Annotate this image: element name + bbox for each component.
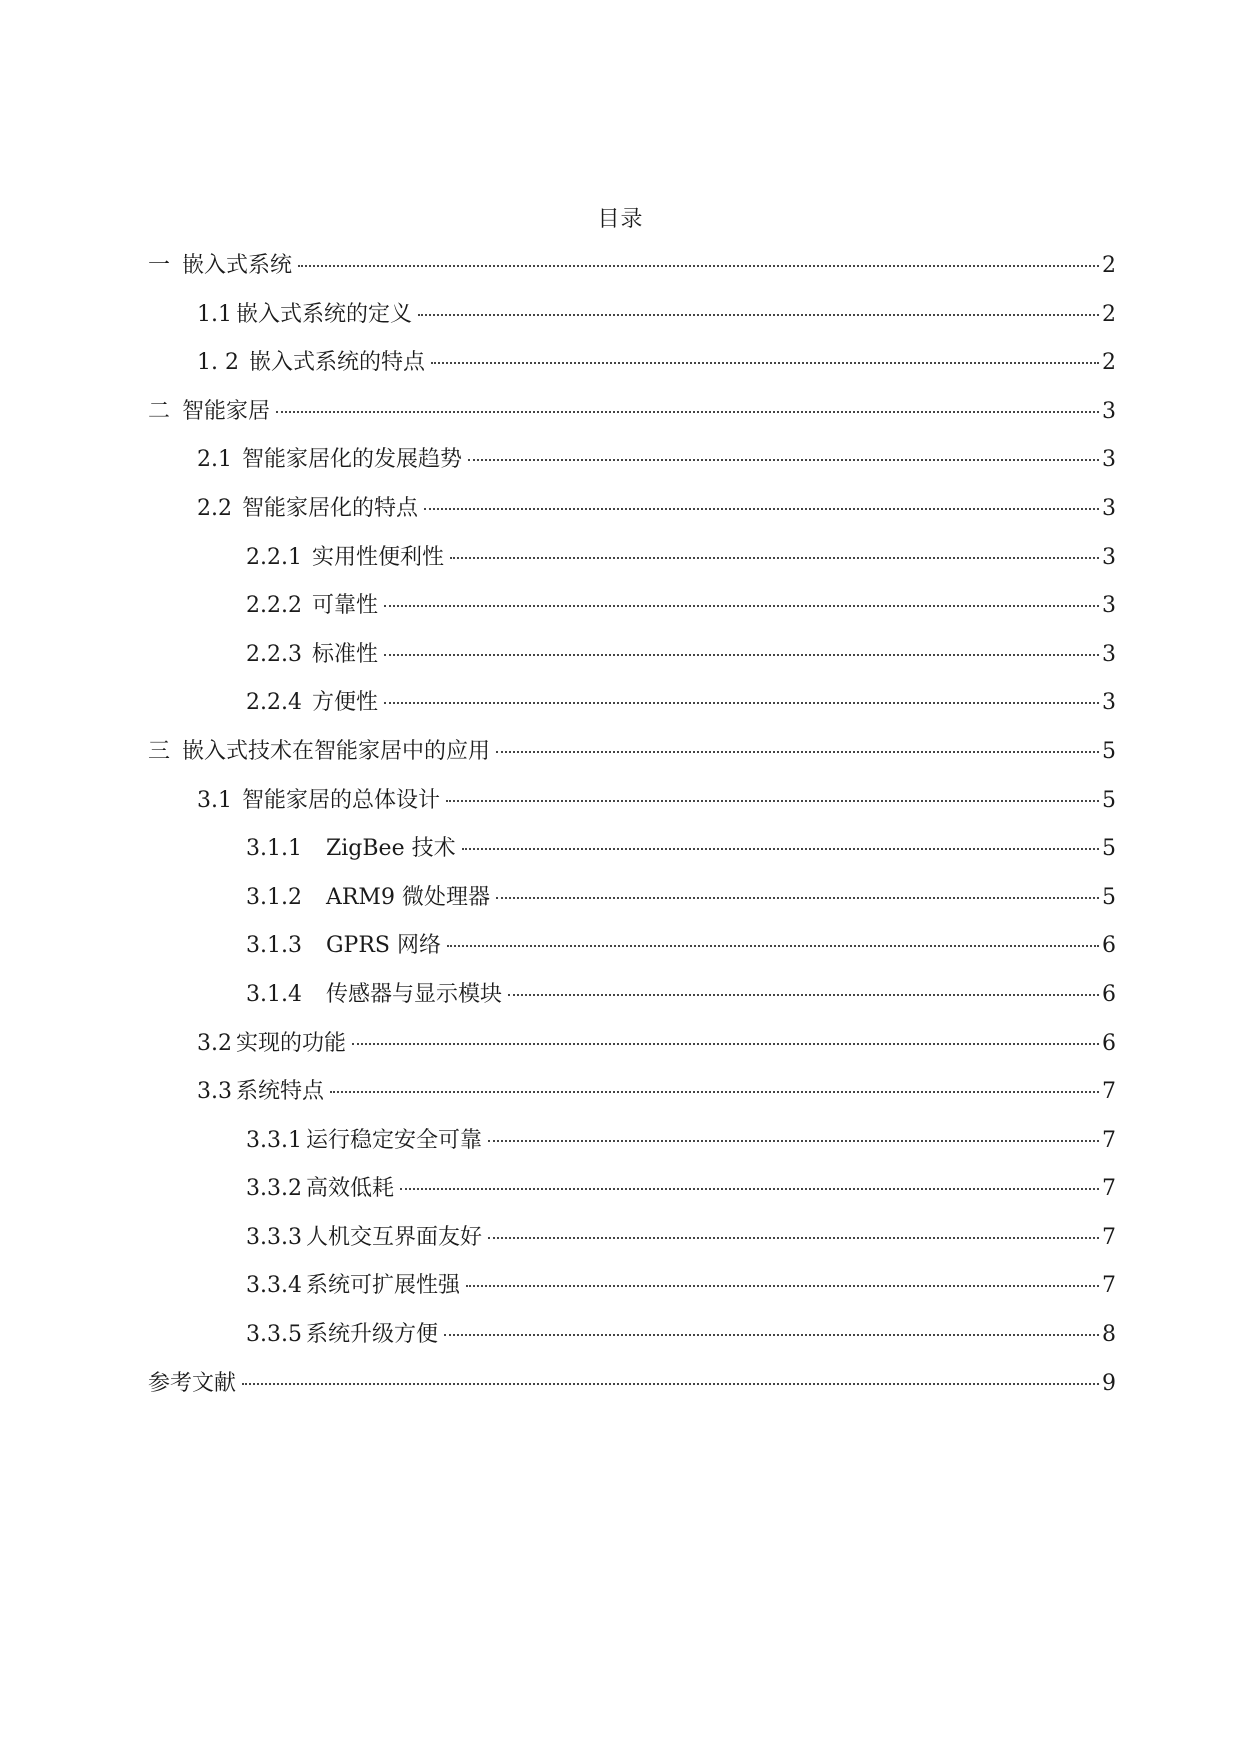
toc-entry[interactable] — [148, 592, 1116, 641]
toc-entry-page-number: 3 — [1102, 544, 1116, 570]
toc-dot-leader — [384, 702, 1099, 704]
toc-entry-page-number: 7 — [1102, 1079, 1116, 1105]
toc-entry-title: 系统升级方便 — [305, 1322, 438, 1348]
toc-entry-title: 智能家居 — [182, 398, 271, 424]
toc-entry-page-number: 5 — [1102, 836, 1116, 862]
toc-entry-title: 传感器与显示模块 — [325, 981, 502, 1007]
toc-entry[interactable] — [148, 495, 1116, 544]
toc-entry-title: 系统可扩展性强 — [305, 1273, 460, 1299]
toc-entry-title: 嵌入式系统 — [182, 253, 293, 278]
toc-dot-leader — [424, 508, 1099, 510]
toc-dot-leader — [450, 557, 1099, 559]
toc-dot-leader — [468, 459, 1099, 461]
toc-entry-number: 3.3.5 — [246, 1322, 302, 1348]
toc-entry-page-number: 2 — [1102, 350, 1116, 376]
toc-entry-page-number: 3 — [1102, 398, 1116, 424]
toc-entry-page-number: 9 — [1102, 1370, 1116, 1396]
toc-entry-title: ARM9 微处理器 — [325, 884, 490, 910]
toc-dot-leader — [400, 1188, 1099, 1190]
toc-entry[interactable] — [148, 738, 1116, 787]
toc-entry-number: 1.1 — [197, 301, 232, 327]
toc-entry-page-number: 3 — [1102, 641, 1116, 667]
toc-entry-page-number: 3 — [1102, 593, 1116, 619]
toc-dot-leader — [298, 265, 1099, 267]
toc-entry-title: 智能家居化的特点 — [242, 495, 419, 521]
toc-dot-leader — [508, 994, 1099, 996]
toc-entry-number: 3.1.1 — [246, 836, 302, 862]
toc-dot-leader — [496, 897, 1099, 899]
toc-entry[interactable] — [148, 301, 1116, 350]
toc-entry-page-number: 3 — [1102, 495, 1116, 521]
toc-entry-page-number: 2 — [1102, 253, 1116, 278]
toc-entry[interactable] — [148, 1175, 1116, 1224]
toc-entry-number: 3.1 — [197, 787, 232, 813]
toc-entry-page-number: 6 — [1102, 981, 1116, 1007]
toc-entry-number: 1. 2 — [197, 350, 239, 376]
toc-entry-page-number: 7 — [1102, 1127, 1116, 1153]
toc-dot-leader — [462, 848, 1099, 850]
toc-entry[interactable] — [148, 398, 1116, 447]
toc-entry-page-number: 5 — [1102, 738, 1116, 764]
toc-entry[interactable] — [148, 1127, 1116, 1176]
toc-entry-number: 3.1.3 — [246, 933, 302, 959]
toc-entry[interactable] — [148, 252, 1116, 301]
toc-entry-number: 3.3.4 — [246, 1273, 302, 1299]
toc-entry-number: 3.3.1 — [246, 1127, 302, 1153]
toc-entry[interactable] — [148, 981, 1116, 1030]
toc-entry-page-number: 3 — [1102, 447, 1116, 473]
toc-entry-title: 智能家居化的发展趋势 — [242, 447, 463, 473]
toc-entry-page-number: 5 — [1102, 787, 1116, 813]
toc-entry-title: 嵌入式系统的特点 — [248, 350, 425, 376]
toc-entry[interactable] — [148, 884, 1116, 933]
toc-entry-page-number: 8 — [1102, 1322, 1116, 1348]
toc-entry-number: 2.2.3 — [246, 641, 302, 667]
toc-entry-number: 3.2 — [197, 1030, 232, 1056]
toc-entry[interactable] — [148, 1370, 1116, 1419]
toc-entry-title: 嵌入式技术在智能家居中的应用 — [182, 738, 491, 764]
toc-dot-leader — [384, 654, 1099, 656]
toc-entry-number: 3.3 — [197, 1079, 232, 1105]
toc-dot-leader — [466, 1285, 1099, 1287]
toc-entry-page-number: 6 — [1102, 1030, 1116, 1056]
toc-entry-title: 参考文献 — [148, 1370, 237, 1396]
toc-dot-leader — [418, 314, 1099, 316]
toc-entry[interactable] — [148, 544, 1116, 593]
toc-entry[interactable] — [148, 1321, 1116, 1370]
toc-entry-title: GPRS 网络 — [325, 933, 441, 959]
toc-entry-page-number: 7 — [1102, 1176, 1116, 1202]
toc-entry-page-number: 3 — [1102, 690, 1116, 716]
toc-entry-page-number: 6 — [1102, 933, 1116, 959]
toc-dot-leader — [447, 945, 1099, 947]
toc-entry-title: 系统特点 — [236, 1079, 325, 1105]
toc-entry-number: 2.1 — [197, 447, 232, 473]
toc-entry[interactable] — [148, 349, 1116, 398]
toc-entry[interactable] — [148, 1224, 1116, 1273]
toc-entry-number: 一 — [148, 253, 171, 278]
toc-dot-leader — [444, 1334, 1099, 1336]
toc-entry-page-number: 7 — [1102, 1224, 1116, 1250]
toc-entry-title: 运行稳定安全可靠 — [305, 1127, 482, 1153]
toc-entry-number: 2.2.4 — [246, 690, 302, 716]
toc-entry-number: 二 — [148, 398, 171, 424]
toc-entry-number: 3.3.3 — [246, 1224, 302, 1250]
table-of-contents — [148, 252, 1116, 1418]
toc-dot-leader — [384, 605, 1099, 607]
toc-dot-leader — [488, 1140, 1099, 1142]
toc-entry-title: ZigBee 技术 — [325, 836, 456, 862]
toc-entry-title: 高效低耗 — [305, 1176, 394, 1202]
toc-entry-number: 三 — [148, 738, 171, 764]
toc-entry[interactable] — [148, 446, 1116, 495]
toc-entry-title: 标准性 — [311, 641, 378, 667]
toc-entry[interactable] — [148, 835, 1116, 884]
toc-dot-leader — [431, 362, 1099, 364]
toc-entry[interactable] — [148, 1078, 1116, 1127]
toc-entry[interactable] — [148, 689, 1116, 738]
toc-entry[interactable] — [148, 1030, 1116, 1079]
toc-entry-page-number: 5 — [1102, 884, 1116, 910]
toc-entry[interactable] — [148, 641, 1116, 690]
toc-entry-number: 3.1.2 — [246, 884, 302, 910]
toc-title: 目录 — [597, 207, 644, 232]
toc-entry-title: 嵌入式系统的定义 — [236, 301, 413, 327]
toc-dot-leader — [242, 1383, 1099, 1385]
toc-dot-leader — [446, 800, 1099, 802]
toc-entry[interactable] — [148, 932, 1116, 981]
toc-entry[interactable] — [148, 1272, 1116, 1321]
toc-dot-leader — [352, 1043, 1099, 1045]
toc-dot-leader — [488, 1237, 1099, 1239]
toc-entry-number: 2.2 — [197, 495, 232, 521]
toc-entry-title: 智能家居的总体设计 — [242, 787, 441, 813]
toc-entry-title: 人机交互界面友好 — [305, 1224, 482, 1250]
toc-entry-number: 2.2.1 — [246, 544, 302, 570]
toc-entry-number: 3.3.2 — [246, 1176, 302, 1202]
toc-entry-page-number: 2 — [1102, 301, 1116, 327]
toc-entry-number: 2.2.2 — [246, 593, 302, 619]
toc-dot-leader — [330, 1091, 1099, 1093]
toc-entry-page-number: 7 — [1102, 1273, 1116, 1299]
toc-entry-title: 实现的功能 — [236, 1030, 347, 1056]
toc-entry-number: 3.1.4 — [246, 981, 302, 1007]
toc-dot-leader — [276, 411, 1099, 413]
toc-entry-title: 可靠性 — [311, 593, 378, 619]
toc-entry-title: 实用性便利性 — [311, 544, 444, 570]
toc-entry-title: 方便性 — [311, 690, 378, 716]
toc-entry[interactable] — [148, 787, 1116, 836]
toc-dot-leader — [496, 751, 1099, 753]
